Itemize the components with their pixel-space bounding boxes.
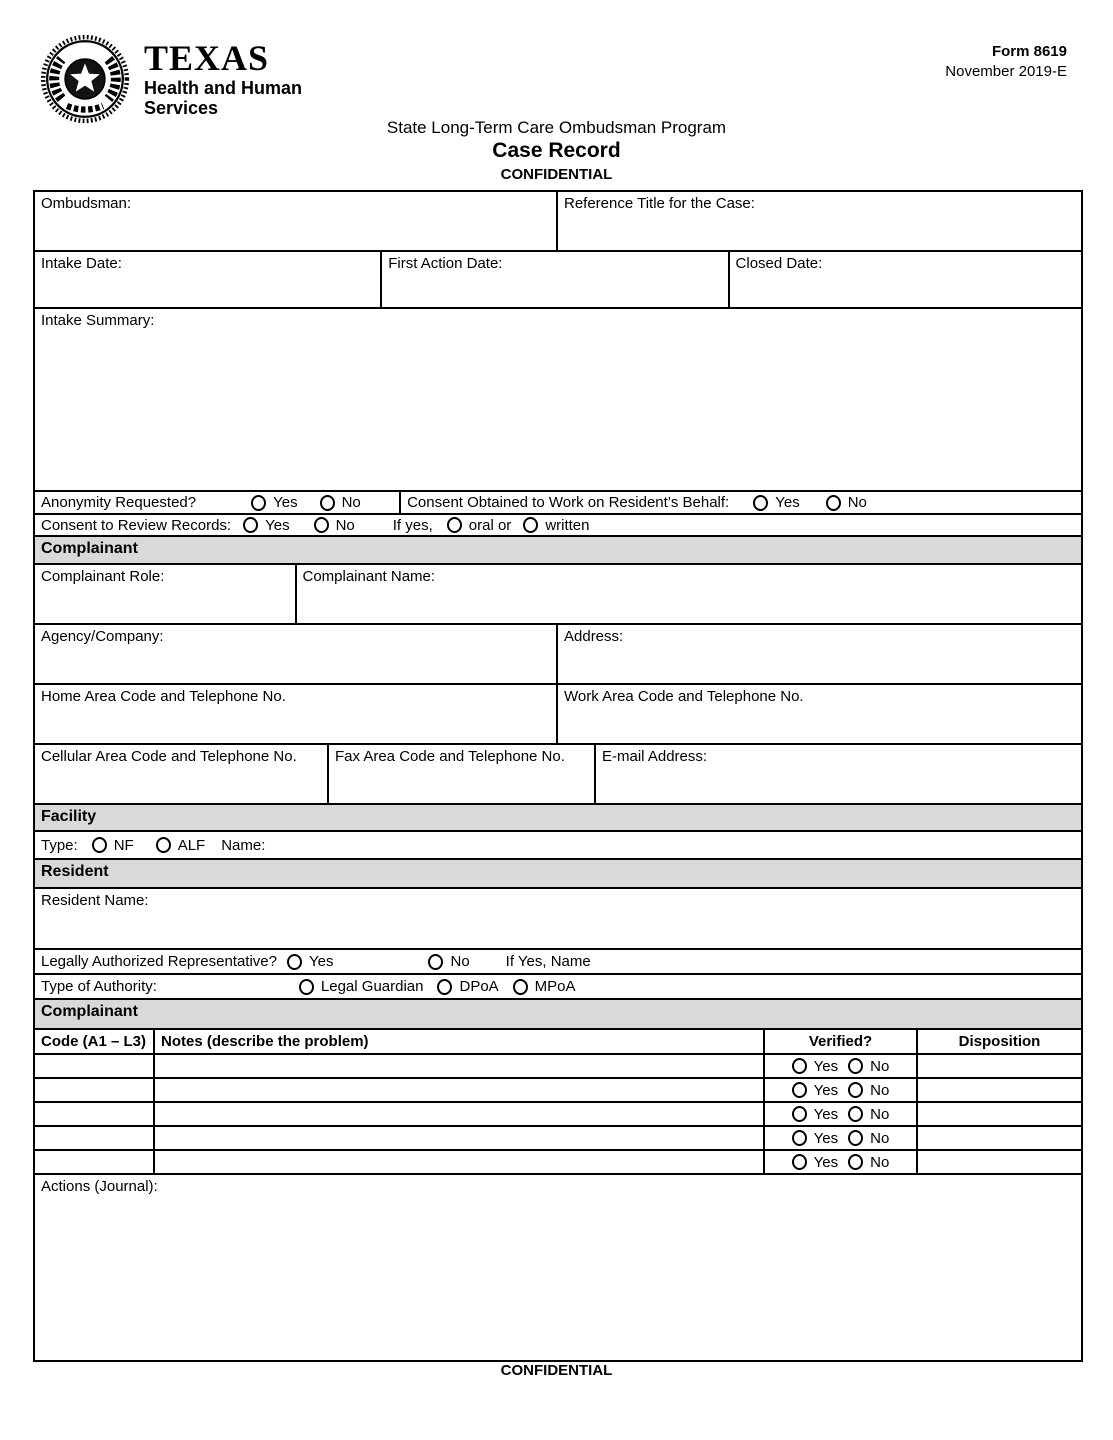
home-phone-label: Home Area Code and Telephone No. xyxy=(41,688,286,705)
anonymity-no-radio[interactable] xyxy=(320,495,335,511)
actions-journal-label: Actions (Journal): xyxy=(41,1178,158,1195)
work-phone-label: Work Area Code and Telephone No. xyxy=(564,688,804,705)
complaint-row xyxy=(35,1103,1081,1127)
verified-no-label: No xyxy=(870,1057,890,1075)
address-field[interactable] xyxy=(558,625,1081,683)
complaint-code-field[interactable] xyxy=(35,1127,155,1149)
consent-review-yes-label: Yes xyxy=(265,516,290,534)
row-dates xyxy=(35,252,1081,309)
complainant-name-label: Complainant Name: xyxy=(302,568,436,585)
cell-phone-field[interactable] xyxy=(35,745,329,803)
address-label: Address: xyxy=(564,628,624,645)
complaint-disposition-field[interactable] xyxy=(918,1127,1081,1149)
authority-dpoa-radio[interactable] xyxy=(437,979,452,995)
row-agency-address xyxy=(35,625,1081,685)
complaint-notes-field[interactable] xyxy=(155,1127,765,1149)
logo-agency-line1: Health and Human xyxy=(144,77,303,98)
intake-summary-field[interactable] xyxy=(35,309,1081,490)
if-yes-label: If yes, xyxy=(392,516,433,534)
complaint-notes-field[interactable] xyxy=(155,1103,765,1125)
verified-no-label: No xyxy=(870,1153,890,1171)
intake-summary-label: Intake Summary: xyxy=(41,312,155,329)
resident-name-label: Resident Name: xyxy=(41,892,149,909)
lar-yes-label: Yes xyxy=(309,953,334,970)
title-block xyxy=(0,118,1113,183)
verified-yes-label: Yes xyxy=(813,1081,839,1099)
verified-yes-label: Yes xyxy=(813,1153,839,1171)
authority-legal-guardian-radio[interactable] xyxy=(299,979,314,995)
complaint-notes-field[interactable] xyxy=(155,1151,765,1173)
authority-field xyxy=(35,975,1081,998)
column-header-verified: Verified? xyxy=(765,1030,918,1053)
first-action-date-field[interactable] xyxy=(382,252,729,307)
verified-yes-label: Yes xyxy=(813,1057,839,1075)
verified-no-radio[interactable] xyxy=(848,1082,863,1098)
verified-no-label: No xyxy=(870,1129,890,1147)
row-actions-journal xyxy=(35,1175,1081,1360)
cell-phone-label: Cellular Area Code and Telephone No. xyxy=(41,748,297,765)
complaint-row xyxy=(35,1079,1081,1103)
verified-no-label: No xyxy=(870,1105,890,1123)
complaint-disposition-field[interactable] xyxy=(918,1103,1081,1125)
email-label: E-mail Address: xyxy=(602,748,708,765)
consent-review-yes-radio[interactable] xyxy=(243,517,258,533)
anonymity-field xyxy=(35,492,401,513)
row-complainant-header xyxy=(35,537,1081,565)
row-cell-fax-email xyxy=(35,745,1081,805)
verified-yes-radio[interactable] xyxy=(792,1154,807,1170)
verified-yes-label: Yes xyxy=(813,1105,839,1123)
mpoa-label: MPoA xyxy=(534,978,576,995)
complainant-section-header: Complainant xyxy=(35,537,1081,563)
complaint-row xyxy=(35,1151,1081,1175)
agency-company-field[interactable] xyxy=(35,625,558,683)
complaint-code-field[interactable] xyxy=(35,1079,155,1101)
verified-no-label: No xyxy=(870,1081,890,1099)
email-field[interactable] xyxy=(596,745,1081,803)
oral-label: oral or xyxy=(468,516,512,534)
verified-yes-radio[interactable] xyxy=(792,1082,807,1098)
consent-behalf-label: Consent Obtained to Work on Resident’s Behalf: xyxy=(407,494,730,511)
row-consent-review xyxy=(35,515,1081,537)
actions-journal-field[interactable] xyxy=(35,1175,1081,1360)
lar-label: Legally Authorized Representative? xyxy=(41,953,277,970)
complaint-verified-field xyxy=(765,1127,918,1149)
anonymity-yes-label: Yes xyxy=(273,494,298,511)
form-number: Form 8619 xyxy=(991,43,1067,60)
row-resident-name xyxy=(35,889,1081,950)
complaint-code-field[interactable] xyxy=(35,1151,155,1173)
facility-type-label: Type: xyxy=(41,836,78,854)
confidential-banner-bottom: CONFIDENTIAL xyxy=(500,1362,613,1379)
complaint-row xyxy=(35,1055,1081,1079)
verified-yes-radio[interactable] xyxy=(792,1106,807,1122)
legal-guardian-label: Legal Guardian xyxy=(320,978,424,995)
closed-date-label: Closed Date: xyxy=(735,255,823,272)
consent-review-field xyxy=(35,515,1081,535)
lar-yes-radio[interactable] xyxy=(287,954,302,970)
consent-review-no-radio[interactable] xyxy=(314,517,329,533)
complaint-verified-field xyxy=(765,1055,918,1077)
logo-agency-name xyxy=(144,79,302,119)
document-title: Case Record xyxy=(492,139,621,162)
row-complainant-role-name xyxy=(35,565,1081,625)
form-date: November 2019-E xyxy=(945,62,1067,80)
reference-title-label: Reference Title for the Case: xyxy=(564,195,755,212)
texas-state-seal-icon xyxy=(40,34,130,124)
facility-type-alf-radio[interactable] xyxy=(156,837,171,853)
row-ombudsman xyxy=(35,192,1081,252)
verified-no-radio[interactable] xyxy=(848,1106,863,1122)
intake-date-label: Intake Date: xyxy=(41,255,122,272)
row-lar xyxy=(35,950,1081,975)
consent-review-no-label: No xyxy=(335,516,355,534)
verified-yes-radio[interactable] xyxy=(792,1130,807,1146)
work-phone-field[interactable] xyxy=(558,685,1081,743)
complaint-code-field[interactable] xyxy=(35,1103,155,1125)
lar-field xyxy=(35,950,1081,973)
intake-date-field[interactable] xyxy=(35,252,382,307)
facility-type-nf-radio[interactable] xyxy=(92,837,107,853)
lar-no-label: No xyxy=(450,953,470,970)
resident-section-header: Resident xyxy=(35,860,1081,887)
complaint-disposition-field[interactable] xyxy=(918,1079,1081,1101)
column-header-notes: Notes (describe the problem) xyxy=(155,1030,765,1053)
consent-behalf-yes-label: Yes xyxy=(775,494,800,511)
program-title: State Long-Term Care Ombudsman Program xyxy=(386,118,727,137)
row-complaints-header xyxy=(35,1000,1081,1030)
anonymity-yes-radio[interactable] xyxy=(251,495,266,511)
verified-no-radio[interactable] xyxy=(848,1130,863,1146)
complaint-verified-field xyxy=(765,1151,918,1173)
complaint-disposition-field[interactable] xyxy=(918,1151,1081,1173)
consent-behalf-no-radio[interactable] xyxy=(826,495,841,511)
facility-section-header: Facility xyxy=(35,805,1081,830)
complaint-notes-field[interactable] xyxy=(155,1079,765,1101)
facility-name-label: Name: xyxy=(221,836,266,854)
complaint-verified-field xyxy=(765,1103,918,1125)
facility-type-field xyxy=(35,832,1081,858)
complaint-disposition-field[interactable] xyxy=(918,1055,1081,1077)
complaint-verified-field xyxy=(765,1079,918,1101)
texas-hhs-logo xyxy=(40,34,302,124)
consent-written-radio[interactable] xyxy=(523,517,538,533)
logo-agency-line2: Services xyxy=(144,97,219,118)
verified-no-radio[interactable] xyxy=(848,1058,863,1074)
first-action-date-label: First Action Date: xyxy=(388,255,503,272)
consent-oral-radio[interactable] xyxy=(447,517,462,533)
agency-company-label: Agency/Company: xyxy=(41,628,164,645)
consent-review-label: Consent to Review Records: xyxy=(41,516,232,534)
written-label: written xyxy=(545,516,590,534)
case-record-table xyxy=(33,190,1083,1362)
consent-behalf-no-label: No xyxy=(847,494,867,511)
complaint-notes-field[interactable] xyxy=(155,1055,765,1077)
fax-label: Fax Area Code and Telephone No. xyxy=(335,748,565,765)
complaint-row xyxy=(35,1127,1081,1151)
facility-nf-label: NF xyxy=(113,836,134,854)
lar-if-yes-name-label: If Yes, Name xyxy=(505,953,591,970)
complaint-code-field[interactable] xyxy=(35,1055,155,1077)
dpoa-label: DPoA xyxy=(459,978,499,995)
complaints-column-header-row xyxy=(35,1030,1081,1055)
ombudsman-field[interactable] xyxy=(35,192,558,250)
column-header-code: Code (A1 – L3) xyxy=(35,1030,155,1053)
row-intake-summary xyxy=(35,309,1081,492)
verified-yes-radio[interactable] xyxy=(792,1058,807,1074)
consent-behalf-yes-radio[interactable] xyxy=(753,495,768,511)
row-anonymity-consent xyxy=(35,492,1081,515)
row-facility-type xyxy=(35,832,1081,860)
complainant-role-label: Complainant Role: xyxy=(41,568,165,585)
verified-yes-label: Yes xyxy=(813,1129,839,1147)
confidential-banner-top: CONFIDENTIAL xyxy=(500,166,613,183)
page-header xyxy=(40,34,1067,124)
complainant-role-field[interactable] xyxy=(35,565,297,623)
authority-mpoa-radio[interactable] xyxy=(513,979,528,995)
facility-alf-label: ALF xyxy=(177,836,206,854)
form-meta xyxy=(945,34,1067,81)
lar-no-radio[interactable] xyxy=(428,954,443,970)
complaints-section-header: Complainant xyxy=(35,1000,1081,1028)
anonymity-label: Anonymity Requested? xyxy=(41,494,197,511)
column-header-disposition: Disposition xyxy=(958,1033,1041,1050)
ombudsman-label: Ombudsman: xyxy=(41,195,132,212)
logo-text xyxy=(144,37,303,119)
anonymity-no-label: No xyxy=(341,494,361,511)
authority-label: Type of Authority: xyxy=(41,978,157,995)
row-resident-header xyxy=(35,860,1081,889)
consent-behalf-field xyxy=(401,492,1081,513)
complainant-name-field[interactable] xyxy=(297,565,1082,623)
fax-field[interactable] xyxy=(329,745,596,803)
home-phone-field[interactable] xyxy=(35,685,558,743)
reference-title-field[interactable] xyxy=(558,192,1081,250)
row-home-work-phone xyxy=(35,685,1081,745)
verified-no-radio[interactable] xyxy=(848,1154,863,1170)
row-facility-header xyxy=(35,805,1081,832)
closed-date-field[interactable] xyxy=(730,252,1081,307)
logo-state-name: TEXAS xyxy=(144,37,270,78)
row-authority xyxy=(35,975,1081,1000)
resident-name-field[interactable] xyxy=(35,889,1081,948)
